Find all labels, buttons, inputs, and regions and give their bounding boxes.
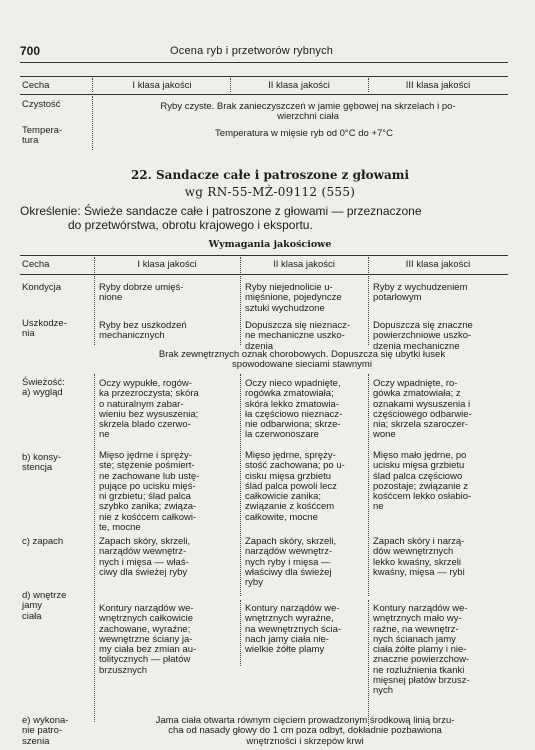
table-1-header-cecha: Cecha [22,80,50,91]
table-1-col-divider [368,78,369,92]
cell-konsystencja-class-2: Mięso jędrne, spręży- stość zachowana; po u- cisku mięsa grzbietu ślad palca powoli lecz całkowicie zanika; związanie z kośćcem całkowite, mocne [245,450,345,523]
table-2-header-class-1: I klasa jakości [137,259,197,270]
table-1-top-rule [20,76,508,77]
section-standard: wg RN-55-MŻ-09112 (555) [184,185,356,199]
page-number: 700 [20,44,41,58]
cell-uszkodzenia-class-2: Dopuszcza się nieznacz- ne mechaniczne uszko- dzenia [245,320,351,352]
cell-wyglad-class-1: Oczy wypukłe, rogów- ka przezroczysta; skóra o naturalnym zabar- wieniu bez wysuszenia; skrzela blado czerwo- ne [99,378,199,441]
table-2-header-cecha: Cecha [22,259,50,270]
table-2-col-divider [94,257,95,345]
table-2-top-rule [20,255,508,256]
cell-kondycja-class-3: Ryby z wychudzeniem potarłowym [373,282,468,304]
table-1-header-rule [20,94,508,95]
table-2-header-class-2: II klasa jakości [273,259,335,270]
table-2-col-divider [240,600,241,666]
cell-konsystencja-class-3: Mięso mało jędrne, po ucisku mięsa grzbietu ślad palca częściowo pozostaje; związanie z kośćcem lekko osłabio- ne [373,450,472,513]
cell-uszkodzenia-class-1: Ryby bez uszkodzeń mechanicznych [99,320,187,342]
cell-wyglad-class-2: Oczy nieco wpadnięte, rogówka zmatowiała; skóra lekko zmatowia- ła częściowo nieznacz- nie odbarwiona; skrze- la czerwonoszare [245,378,343,441]
table-1-col-divider [92,78,93,92]
table-1-col-divider [92,96,93,150]
table-2-col-divider [240,257,241,345]
cell-wnetrze-class-2: Kontury narządów we- wnętrznych wyraźne, na wewnętrznych ścia- nach jamy ciała nie- wielkie żółte plamy [245,603,342,656]
cell-wnetrze-class-3: Kontury narządów we- wnętrznych mało wy- raźne, na wewnętrz- nych ścianach jamy ciała żółte plamy i nie- znaczne powierzchow- ne rozluźnienia tkanki mięsnej płatów brzusz- nych [373,603,470,697]
cell-kondycja-class-2: Ryby niejednolicie u- mięśnione, pojedyncze sztuki wychudzone [245,282,342,314]
table-2-col-divider [368,374,369,596]
row-label-kondycja: Kondycja [22,282,62,293]
section-title: 22. Sandacze całe i patroszone z głowami [130,168,410,182]
cell-kondycja-class-1: Ryby dobrze umięś- nione [99,282,184,304]
running-title: Ocena ryb i przetworów rybnych [170,45,334,57]
header-rule [20,62,508,63]
table-1-header-class-3: III klasa jakości [405,80,471,91]
cell-wnetrze-class-1: Kontury narządów we- wnętrznych całkowicie zachowane, wyraźne; wewnętrzne ściany ja- my ciała bez zmian au- tolitycznych — płatów brzusznych [99,603,197,676]
row-label-wnetrze: d) wnętrze jamy ciała [22,590,67,622]
table-2-col-divider [368,600,369,726]
row-label-wyglad: Świeżość: a) wygląd [22,377,65,399]
table-2-col-divider [368,257,369,345]
row-label-uszkodzenia: Uszkodze- nia [22,318,67,340]
cell-zapach-class-3: Zapach skóry i narzą- dów wewnętrznych lekko kwaśny, skrzeli kwaśny, mięsa — rybi [373,536,465,578]
row-label-patroszenie: e) wykona- nie patro- szenia [22,715,69,747]
cell-wyglad-class-3: Oczy wpadnięte, ro- gówka zmatowiała; z oznakami wysuszenia i częściowego odbarwie- nia; skrzela szaroczer- wone [373,378,472,441]
table-1-cell-temperatura: Temperatura w mięsie ryb od 0°C do +7°C [215,128,393,139]
table-2-col-divider [94,374,95,722]
table-2-col-divider [240,374,241,596]
table-1-label-czystosc: Czystość [22,99,61,110]
cell-zapach-class-1: Zapach skóry, skrzeli, narządów wewnętrz- nych i mięsa — właś- ciwy dla świeżej ryby [99,536,191,578]
table-1-label-temperatura: Tempera- tura [22,125,63,147]
table-1-cell-czystosc: Ryby czyste. Brak zanieczyszczeń w jamie gębowej na skrzelach i po- wierzchni ciała [160,101,456,123]
definition-line-1: Określenie: Świeże sandacze całe i patroszone z głowami — przeznaczone [20,204,422,218]
cell-uszkodzenia-class-3: Dopuszcza się znaczne powierzchniowe uszko- dzenia mechaniczne [373,320,473,352]
definition-line-2: do przetwórstwa, obrotu krajowego i eksportu. [68,218,313,232]
table-2-header-class-3: III klasa jakości [405,259,471,270]
table-1-header-class-2: II klasa jakości [268,80,330,91]
table-1-col-divider [230,78,231,92]
cell-zapach-class-2: Zapach skóry, skrzeli, narządów wewnętrz- nych ryby i mięsa — właściwy dla świeżej ryby [245,536,337,589]
requirements-heading: Wymagania jakościowe [208,239,332,250]
table-1-header-class-1: I klasa jakości [132,80,192,91]
cell-patroszenie-span: Jama ciała otwarta równym cięciem prowadzonym środkową linią brzu- cha od nasady głowy do 1 cm poza odbyt, dokładnie pozbawiona wnętrzności i skrzepów krwi [155,715,455,747]
cell-uszkodzenia-span: Brak zewnętrznych oznak chorobowych. Dopuszcza się ubytki łusek spowodowane sieciami stawnymi [158,349,446,371]
row-label-konsystencja: b) konsy- stencja [22,452,62,474]
section-definition [20,204,515,232]
cell-konsystencja-class-1: Mięso jędrne i spręży- ste; stężenie pośmiert- ne zachowane lub ustę- pujące po ucisku mięś- ni grzbietu; ślad palca szybko zanika; związa- nie z kośćcem całkowi- te, mocne [99,450,200,534]
row-label-zapach: c) zapach [22,536,64,547]
